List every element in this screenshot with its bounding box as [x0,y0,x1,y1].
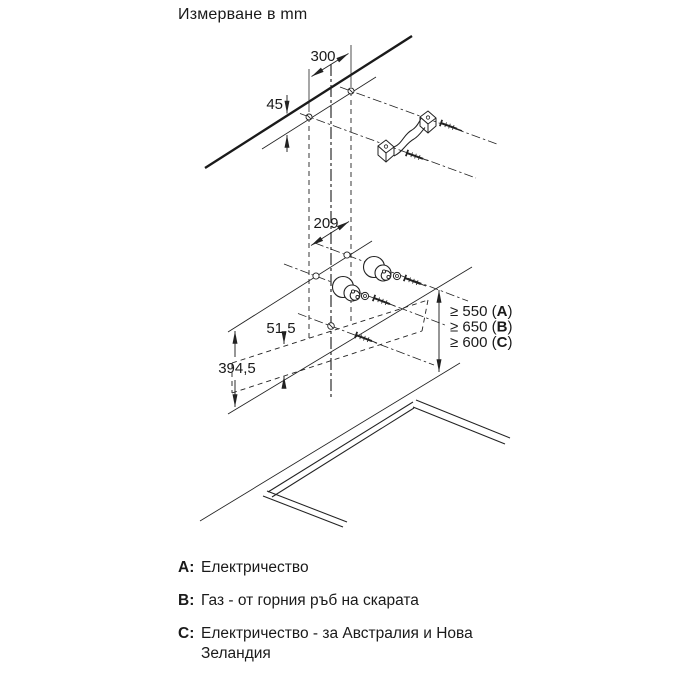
bracket-axes [300,87,497,178]
wall-plug-left [333,277,361,302]
clearance-row-b [450,319,512,336]
dim-45-label: 45 [266,96,283,113]
dim-51-label: 51,5 [266,320,296,337]
hob-outline [263,400,510,527]
clearance-row-c [450,334,512,351]
clearance-b-letter: B [496,318,508,336]
legend-item-a [178,558,493,578]
legend [178,558,493,677]
clearance-c-letter: C [496,334,508,351]
dimension-body-height [218,331,256,407]
legend-key-b: B: [178,592,195,609]
upper-mounting-holes [306,88,354,120]
legend-text-a: Електричество [201,559,309,576]
dimension-hole-spacing [311,215,349,246]
legend-key-a: A: [178,559,195,576]
legend-item-c [178,624,493,664]
legend-text-b: Газ - от горния ръб на скарата [201,592,419,609]
legend-text-c: Електричество - за Австралия и Нова Зеландия [201,625,473,662]
dimension-duct-height [266,320,295,385]
page-title: Измерване в mm [178,6,308,23]
clearance-a-prefix: ≥ 550 ( [450,303,497,320]
clearance-c-suffix: ) [507,334,513,351]
dim-209-label: 209 [313,215,339,232]
dim-394-label: 394,5 [218,360,256,377]
clearance-c-prefix: ≥ 600 ( [450,334,497,351]
clearance-b-suffix: ) [507,318,513,336]
counter-line [200,363,460,521]
construction-lines [309,64,351,400]
dimension-clearance [439,290,512,372]
legend-item-b [178,591,493,611]
clearance-b-prefix: ≥ 650 ( [450,318,497,336]
hood-outline [228,241,472,414]
upper-hole-row-line [262,77,376,149]
dim-300-label: 300 [310,48,336,65]
clearance-row-a [450,303,512,320]
clearance-a-suffix: ) [507,303,513,320]
clearance-a-letter: A [496,303,508,320]
legend-key-c: C: [178,625,195,642]
wall-plug-right [364,257,392,282]
